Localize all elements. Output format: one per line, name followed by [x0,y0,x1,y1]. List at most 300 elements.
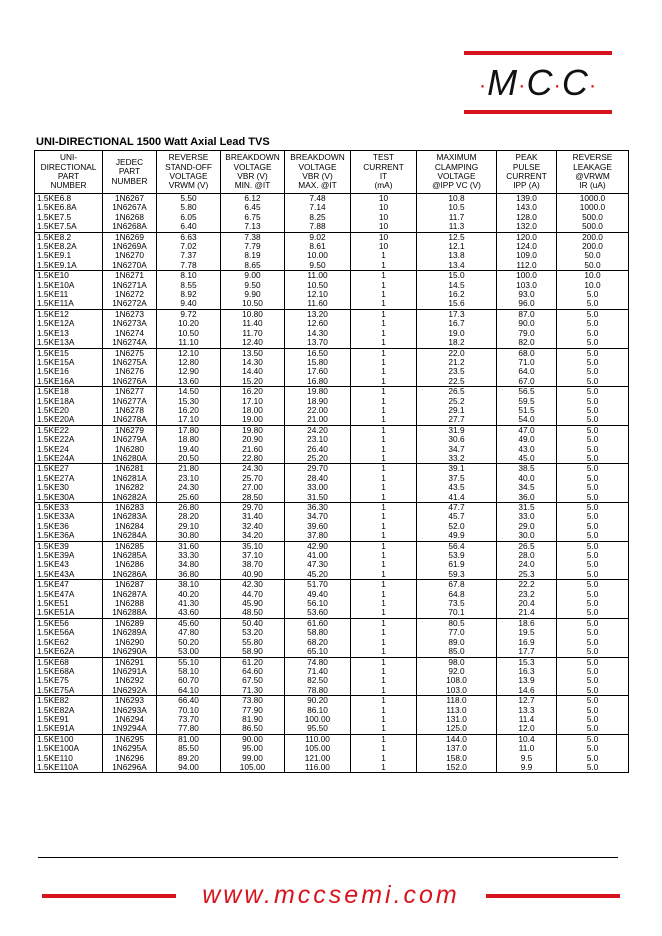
table-cell: 5.0 [557,734,629,744]
part-number-cell: 1.5KE27 [35,464,103,474]
table-cell: 12.7 [497,696,557,706]
table-cell: 81.90 [221,715,285,724]
column-header-line: CURRENT [506,171,547,181]
table-cell: 87.0 [497,309,557,319]
logo-dot: · [478,72,488,98]
table-cell: 85.50 [157,744,221,753]
table-cell: 5.0 [557,522,629,531]
table-cell: 116.00 [285,763,351,773]
table-cell: 1N6273 [103,309,157,319]
table-cell: 12.10 [285,290,351,299]
column-header [351,151,417,194]
table-row [35,194,629,204]
table-cell: 13.9 [497,676,557,685]
tvs-spec-table [34,150,629,773]
part-number-cell: 1.5KE10 [35,271,103,281]
table-cell: 22.2 [497,580,557,590]
table-cell: 67.50 [221,676,285,685]
table-cell: 93.0 [497,290,557,299]
part-number-cell: 1.5KE75 [35,676,103,685]
table-cell: 121.00 [285,754,351,763]
table-cell: 23.10 [285,435,351,444]
table-cell: 43.5 [417,483,497,492]
column-header-line: REVERSE [168,152,209,163]
table-row [35,608,629,618]
column-header [557,151,629,194]
table-cell: 1 [351,290,417,299]
table-cell: 64.10 [157,686,221,696]
table-cell: 1N6289A [103,628,157,637]
table-cell: 1N6269 [103,232,157,242]
table-cell: 17.60 [285,367,351,376]
table-cell: 41.4 [417,493,497,503]
table-cell: 81.00 [157,734,221,744]
table-cell: 1N6291A [103,667,157,676]
table-cell: 5.0 [557,464,629,474]
table-cell: 99.00 [221,754,285,763]
part-number-cell: 1.5KE9.1A [35,261,103,271]
table-cell: 103.0 [417,686,497,696]
table-cell: 1N6277A [103,397,157,406]
table-cell: 41.00 [285,551,351,560]
table-row [35,232,629,242]
table-cell: 22.00 [285,406,351,415]
table-cell: 1 [351,522,417,531]
table-cell: 31.50 [285,493,351,503]
table-cell: 9.02 [285,232,351,242]
table-row [35,425,629,435]
table-row [35,541,629,551]
table-cell: 8.55 [157,281,221,290]
part-number-cell: 1.5KE18A [35,397,103,406]
table-cell: 5.0 [557,483,629,492]
table-cell: 5.0 [557,415,629,425]
part-number-cell: 1.5KE7.5A [35,222,103,232]
table-cell: 1N6270A [103,261,157,271]
part-number-cell: 1.5KE8.2A [35,242,103,251]
table-cell: 16.9 [497,638,557,647]
table-cell: 5.0 [557,667,629,676]
table-cell: 82.50 [285,676,351,685]
table-cell: 1N6279A [103,435,157,444]
table-cell: 1000.0 [557,203,629,212]
table-cell: 1N6281 [103,464,157,474]
table-cell: 15.30 [157,397,221,406]
table-cell: 58.10 [157,667,221,676]
part-number-cell: 1.5KE33A [35,512,103,521]
part-number-cell: 1.5KE91 [35,715,103,724]
table-cell: 1N6280 [103,445,157,454]
table-cell: 1N6285 [103,541,157,551]
table-row [35,222,629,232]
table-cell: 6.05 [157,213,221,222]
table-cell: 8.25 [285,213,351,222]
table-cell: 5.0 [557,435,629,444]
column-header-line: TEST [372,152,395,163]
website-url[interactable]: www.mccsemi.com [202,881,460,909]
table-cell: 1N6291 [103,657,157,667]
table-cell: 10 [351,203,417,212]
table-cell: 1N6270 [103,251,157,260]
table-cell: 1 [351,734,417,744]
table-cell: 18.6 [497,618,557,628]
table-cell: 37.80 [285,531,351,541]
table-cell: 5.0 [557,445,629,454]
part-number-cell: 1.5KE100 [35,734,103,744]
table-cell: 113.0 [417,706,497,715]
table-cell: 1N6296A [103,763,157,773]
table-row [35,261,629,271]
table-cell: 5.0 [557,338,629,348]
table-cell: 26.40 [285,445,351,454]
column-header-line: IT [379,171,388,181]
table-cell: 1 [351,696,417,706]
table-cell: 43.60 [157,608,221,618]
table-row [35,445,629,454]
table-cell: 132.0 [497,222,557,232]
table-cell: 45.20 [285,570,351,580]
table-cell: 1 [351,763,417,773]
table-cell: 19.5 [497,628,557,637]
table-cell: 34.7 [417,445,497,454]
table-cell: 34.80 [157,560,221,569]
table-cell: 1N6294 [103,715,157,724]
column-header-line: MAX. @IT [298,180,337,191]
column-header [497,151,557,194]
table-cell: 7.78 [157,261,221,271]
table-cell: 45.60 [157,618,221,628]
table-cell: 20.90 [221,435,285,444]
table-cell: 10.5 [417,203,497,212]
table-cell: 31.40 [221,512,285,521]
table-cell: 9.50 [285,261,351,271]
table-cell: 21.2 [417,358,497,367]
table-cell: 1 [351,493,417,503]
table-cell: 5.0 [557,754,629,763]
table-cell: 16.50 [285,348,351,358]
table-cell: 5.0 [557,657,629,667]
column-header-line: (mA) [374,180,393,191]
column-header-line: REVERSE [572,152,613,163]
column-header-line: VOLTAGE [437,171,476,181]
logo-dot: · [553,72,562,98]
table-cell: 1N6292 [103,676,157,685]
table-cell: 23.10 [157,474,221,483]
table-cell: 1 [351,657,417,667]
table-cell: 38.10 [157,580,221,590]
table-cell: 18.80 [157,435,221,444]
table-cell: 31.9 [417,425,497,435]
column-header-line: BREAKDOWN [225,152,280,163]
table-cell: 56.5 [497,387,557,397]
table-cell: 11.7 [417,213,497,222]
table-row [35,570,629,580]
part-number-cell: 1.5KE36A [35,531,103,541]
table-cell: 98.0 [417,657,497,667]
table-cell: 139.0 [497,194,557,204]
table-cell: 1 [351,348,417,358]
part-number-cell: 1.5KE75A [35,686,103,696]
column-header-line: CURRENT [363,161,404,172]
table-cell: 19.40 [157,445,221,454]
table-cell: 86.10 [285,706,351,715]
table-cell: 25.70 [221,474,285,483]
table-cell: 22.0 [417,348,497,358]
part-number-cell: 1.5KE10A [35,281,103,290]
table-cell: 1 [351,628,417,637]
table-cell: 14.40 [221,367,285,376]
table-cell: 9.50 [221,281,285,290]
table-cell: 1 [351,406,417,415]
part-number-cell: 1.5KE43A [35,570,103,580]
table-cell: 1N6284 [103,522,157,531]
table-row [35,251,629,260]
table-cell: 1N6275 [103,348,157,358]
table-cell: 1 [351,560,417,569]
table-cell: 73.5 [417,599,497,608]
part-number-cell: 1.5KE39A [35,551,103,560]
table-cell: 1N6277 [103,387,157,397]
table-cell: 23.2 [497,590,557,599]
table-cell: 1N6278 [103,406,157,415]
table-cell: 86.50 [221,724,285,734]
table-cell: 13.8 [417,251,497,260]
table-row [35,454,629,464]
table-row [35,590,629,599]
table-cell: 60.70 [157,676,221,685]
table-cell: 1N6281A [103,474,157,483]
table-cell: 5.80 [157,203,221,212]
table-row [35,281,629,290]
table-row [35,638,629,647]
table-cell: 55.80 [221,638,285,647]
table-cell: 105.00 [221,763,285,773]
table-cell: 1 [351,608,417,618]
part-number-cell: 1.5KE16 [35,367,103,376]
table-cell: 28.20 [157,512,221,521]
table-cell: 1N6293A [103,706,157,715]
footer-right-bar [486,894,620,898]
table-cell: 144.0 [417,734,497,744]
table-cell: 10.80 [221,309,285,319]
part-number-cell: 1.5KE82A [35,706,103,715]
table-cell: 1 [351,541,417,551]
table-cell: 90.0 [497,319,557,328]
table-cell: 34.5 [497,483,557,492]
table-row [35,560,629,569]
table-cell: 152.0 [417,763,497,773]
column-header-line: JEDEC [115,156,144,167]
table-cell: 1 [351,387,417,397]
part-number-cell: 1.5KE13 [35,329,103,338]
table-row [35,271,629,281]
column-header-line: MIN. @IT [234,180,271,191]
table-cell: 1 [351,397,417,406]
table-cell: 58.90 [221,647,285,657]
part-number-cell: 1.5KE15A [35,358,103,367]
table-cell: 1 [351,271,417,281]
table-cell: 24.30 [157,483,221,492]
table-row [35,406,629,415]
table-cell: 5.0 [557,309,629,319]
part-number-cell: 1.5KE30 [35,483,103,492]
table-cell: 5.0 [557,638,629,647]
table-cell: 108.0 [417,676,497,685]
table-row [35,348,629,358]
column-header [221,151,285,194]
table-cell: 66.40 [157,696,221,706]
table-cell: 14.5 [417,281,497,290]
table-cell: 10.20 [157,319,221,328]
table-cell: 1N6271A [103,281,157,290]
table-cell: 12.0 [497,724,557,734]
table-cell: 13.60 [157,377,221,387]
table-cell: 1N6290 [103,638,157,647]
table-cell: 5.50 [157,194,221,204]
table-cell: 45.90 [221,599,285,608]
table-cell: 14.30 [285,329,351,338]
table-cell: 37.10 [221,551,285,560]
table-cell: 1N6282A [103,493,157,503]
table-cell: 73.80 [221,696,285,706]
table-cell: 40.0 [497,474,557,483]
table-cell: 10.00 [285,251,351,260]
table-cell: 67.0 [497,377,557,387]
table-cell: 200.0 [557,232,629,242]
part-number-cell: 1.5KE22A [35,435,103,444]
table-cell: 11.0 [497,744,557,753]
table-cell: 34.20 [221,531,285,541]
table-cell: 1 [351,647,417,657]
table-body [35,194,629,773]
table-cell: 61.9 [417,560,497,569]
part-number-cell: 1.5KE91A [35,724,103,734]
table-cell: 1 [351,377,417,387]
table-cell: 19.80 [221,425,285,435]
table-row [35,763,629,773]
table-cell: 5.0 [557,348,629,358]
table-cell: 5.0 [557,580,629,590]
table-cell: 1 [351,309,417,319]
table-cell: 37.5 [417,474,497,483]
part-number-cell: 1.5KE24A [35,454,103,464]
table-cell: 143.0 [497,203,557,212]
table-cell: 1 [351,744,417,753]
table-row [35,309,629,319]
table-cell: 28.0 [497,551,557,560]
table-row [35,696,629,706]
table-cell: 50.0 [557,251,629,260]
column-header-line: NUMBER [111,175,148,186]
table-cell: 12.80 [157,358,221,367]
table-cell: 77.80 [157,724,221,734]
table-cell: 13.70 [285,338,351,348]
column-header [35,151,103,194]
table-cell: 14.30 [221,358,285,367]
table-cell: 30.6 [417,435,497,444]
table-cell: 7.13 [221,222,285,232]
table-cell: 27.7 [417,415,497,425]
table-cell: 8.61 [285,242,351,251]
table-cell: 5.0 [557,676,629,685]
table-cell: 1N6286A [103,570,157,580]
table-cell: 5.0 [557,744,629,753]
table-row [35,512,629,521]
table-cell: 5.0 [557,503,629,513]
table-cell: 131.0 [417,715,497,724]
table-cell: 90.00 [221,734,285,744]
column-header-line: PART [57,171,80,181]
table-cell: 500.0 [557,213,629,222]
table-cell: 124.0 [497,242,557,251]
table-cell: 64.0 [497,367,557,376]
table-cell: 64.8 [417,590,497,599]
footer-left-bar [42,894,176,898]
table-cell: 1 [351,676,417,685]
mcc-logo: ·M·C·C· [478,62,598,103]
table-cell: 11.00 [285,271,351,281]
table-cell: 58.80 [285,628,351,637]
table-cell: 33.30 [157,551,221,560]
table-cell: 53.60 [285,608,351,618]
page-title: UNI-DIRECTIONAL 1500 Watt Axial Lead TVS [36,136,270,148]
table-cell: 1N6289 [103,618,157,628]
table-cell: 1N6276 [103,367,157,376]
table-cell: 29.0 [497,522,557,531]
table-cell: 96.0 [497,299,557,309]
table-cell: 35.10 [221,541,285,551]
table-cell: 158.0 [417,754,497,763]
column-header [285,151,351,194]
table-cell: 39.1 [417,464,497,474]
table-cell: 79.0 [497,329,557,338]
table-cell: 5.0 [557,763,629,773]
column-header-line: @VRWM [575,171,610,181]
table-cell: 7.88 [285,222,351,232]
table-cell: 24.0 [497,560,557,569]
table-cell: 24.30 [221,464,285,474]
table-row [35,483,629,492]
table-cell: 5.0 [557,512,629,521]
table-cell: 26.5 [497,541,557,551]
table-cell: 1 [351,329,417,338]
table-cell: 1 [351,338,417,348]
table-cell: 5.0 [557,387,629,397]
table-cell: 109.0 [497,251,557,260]
table-cell: 13.50 [221,348,285,358]
table-cell: 5.0 [557,570,629,580]
table-row [35,290,629,299]
table-cell: 5.0 [557,358,629,367]
table-cell: 29.1 [417,406,497,415]
table-cell: 1 [351,299,417,309]
table-row [35,493,629,503]
table-cell: 1N6280A [103,454,157,464]
table-cell: 56.4 [417,541,497,551]
table-cell: 7.14 [285,203,351,212]
part-number-cell: 1.5KE47 [35,580,103,590]
table-cell: 40.20 [157,590,221,599]
table-cell: 1 [351,483,417,492]
table-cell: 89.20 [157,754,221,763]
table-cell: 6.63 [157,232,221,242]
table-cell: 33.2 [417,454,497,464]
part-number-cell: 1.5KE56A [35,628,103,637]
table-row [35,724,629,734]
table-row [35,474,629,483]
table-cell: 22.80 [221,454,285,464]
table-cell: 11.3 [417,222,497,232]
